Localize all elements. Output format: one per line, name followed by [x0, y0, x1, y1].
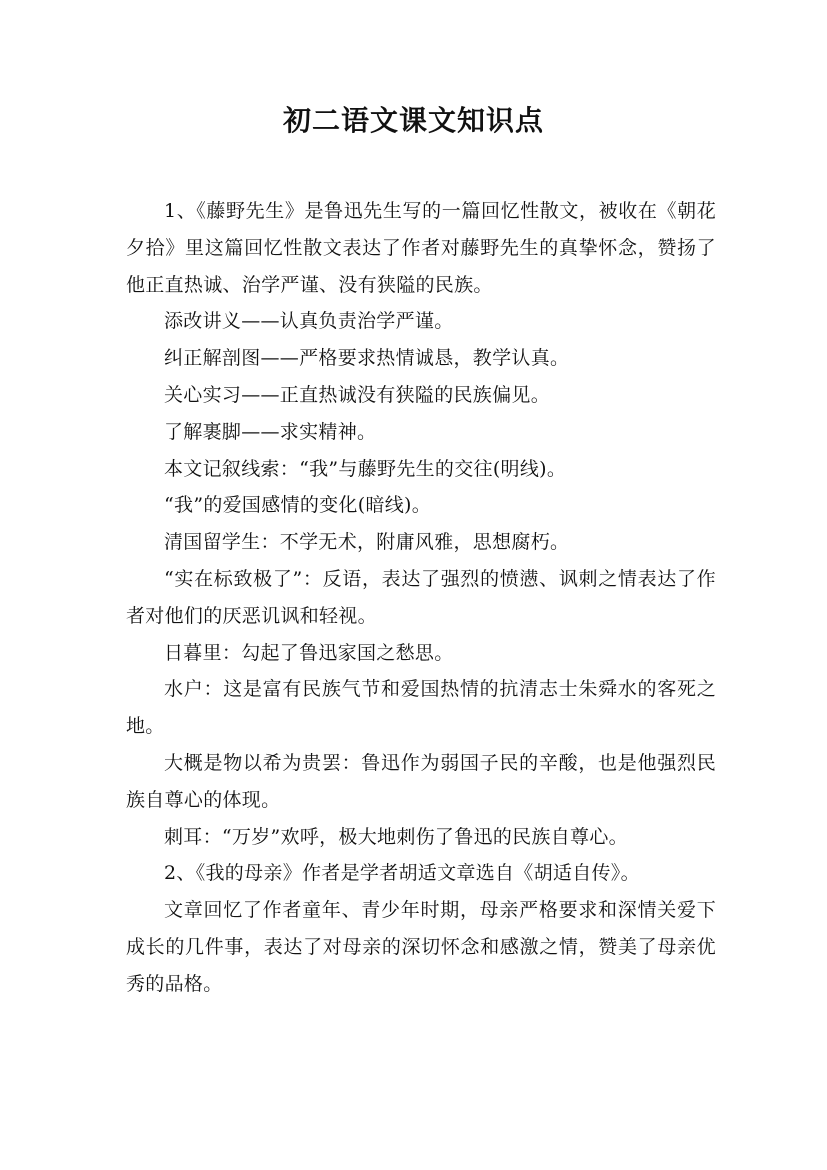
paragraph: “实在标致极了”：反语，表达了强烈的愤懑、讽刺之情表达了作者对他们的厌恶讥讽和轻视。 [126, 567, 716, 627]
paragraph: 了解裹脚——求实精神。 [164, 420, 377, 443]
paragraph: 清国留学生：不学无术，附庸风雅，思想腐朽。 [164, 531, 570, 554]
paragraph: 添改讲义——认真负责治学严谨。 [164, 310, 454, 333]
paragraph: 日暮里：勾起了鲁迅家国之愁思。 [164, 641, 454, 664]
paragraph: 纠正解剖图——严格要求热情诚恳，教学认真。 [164, 347, 570, 370]
paragraph: 1、《藤野先生》是鲁迅先生写的一篇回忆性散文，被收在《朝花夕拾》里这篇回忆性散文表达了作者对藤野先生的真挚怀念，赞扬了他正直热诚、治学严谨、没有狭隘的民族。 [126, 200, 716, 296]
paragraph: 水户：这是富有民族气节和爱国热情的抗清志士朱舜水的客死之地。 [126, 678, 716, 738]
paragraph: “我”的爱国感情的变化(暗线)。 [164, 494, 432, 517]
paragraph: 关心实习——正直热诚没有狭隘的民族偏见。 [164, 383, 551, 406]
paragraph: 2、《我的母亲》作者是学者胡适文章选自《胡适自传》。 [164, 862, 640, 885]
paragraph: 大概是物以希为贵罢：鲁迅作为弱国子民的辛酸，也是他强烈民族自尊心的体现。 [126, 751, 716, 811]
document-body [126, 193, 716, 1003]
paragraph: 文章回忆了作者童年、青少年时期，母亲严格要求和深情关爱下成长的几件事，表达了对母亲的深切怀念和感激之情，赞美了母亲优秀的品格。 [126, 899, 716, 995]
paragraph: 本文记叙线索：“我”与藤野先生的交往(明线)。 [164, 457, 567, 480]
document-title: 初二语文课文知识点 [282, 104, 544, 137]
paragraph: 刺耳：“万岁”欢呼，极大地刺伤了鲁迅的民族自尊心。 [164, 825, 628, 848]
